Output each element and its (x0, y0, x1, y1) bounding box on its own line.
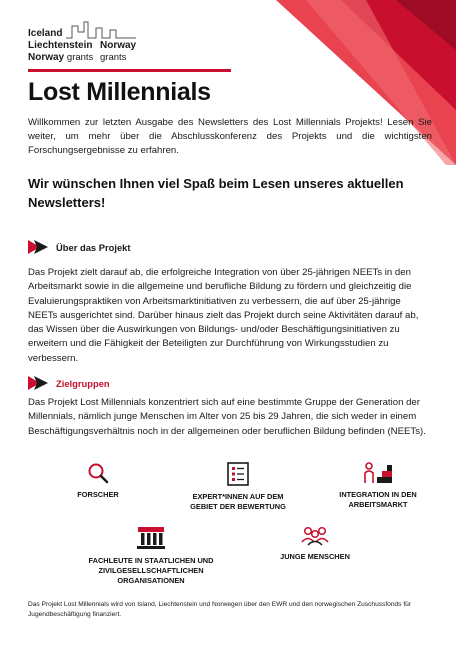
targets-text: Das Projekt Lost Millennials konzentriert sich auf eine bestimmte Gruppe der Generation der Millennials, nämlich junge Menschen im Alter von 25 bis 29 Jahren, die sich weder in einem Beschäftigungsverhältnis noch in der allgemeinen oder beruflichen Bildung befinden (NEETs). (28, 397, 426, 437)
about-text: Das Projekt zielt darauf ab, die erfolgreiche Integration von über 25-jährigen NEETs in den Arbeitsmarkt sowie in die allgemeine und berufliche Bildung zu fördern und gleichzeitig die Evaluierungspraktiken von Arbeitsmarktinitiativen zu verbessern, die auf über 25-jährige NEETs ausgerichtet sind. Darüber hinaus zielt das Projekt durch seine Aktivitäten darauf ab, das Wissen über die Auswirkungen von Bildungs- und/oder Beschäftigungsinitiativen zu erweitern und die Fähigkeit der Beteiligten zur Durchführung von Wirkungsstudien zu verbessern. (28, 267, 419, 364)
section-title-about: Über das Projekt (56, 242, 131, 253)
magnifier-icon (87, 462, 109, 484)
section-title-targets: Zielgruppen (56, 378, 110, 389)
eea-norway-grants-logo (28, 20, 188, 64)
logo-iceland: Iceland (28, 28, 63, 39)
target-evaluation-experts (178, 462, 298, 512)
red-arrow-icon (28, 240, 50, 254)
title-rule (28, 69, 231, 72)
target-young-people (272, 526, 358, 562)
highlight-text: Wir wünschen Ihnen viel Spaß beim Lesen unseres aktuellen Newsletters! (28, 176, 404, 210)
target-label: JUNGE MENSCHEN (280, 552, 350, 561)
logo-grants-right: grants (100, 52, 127, 63)
target-label: FACHLEUTE IN STAATLICHEN UND ZIVILGESELLSCHAFTLICHEN ORGANISATIONEN (88, 556, 214, 585)
target-labour-integration (326, 462, 430, 510)
funding-footer: Das Projekt Lost Millennials wird von Island, Liechtenstein und Norwegen über den EWR und den norwegischen Zuschussfonds für Jugendbeschäftigung finanziert. (28, 601, 412, 618)
page-title: Lost Millennials (28, 78, 211, 106)
people-group-icon (300, 526, 330, 546)
target-label: FORSCHER (77, 490, 119, 499)
target-label: INTEGRATION IN DEN ARBEITSMARKT (339, 490, 417, 509)
red-arrow-icon (28, 376, 50, 390)
logo-grants: grants (66, 52, 94, 63)
logo-norway-right: Norway (100, 40, 137, 51)
target-researchers (58, 462, 138, 500)
checklist-icon (227, 462, 249, 486)
logo-norway: Norway (28, 52, 65, 63)
intro-text: Willkommen zur letzten Ausgabe des Newsletters des Lost Millennials Projekts! Lesen Sie weiter, um mehr über die Abschlusskonferenz des Projekts und die wichtigsten Forschungsergebnisse zu erfahren. (28, 117, 432, 156)
target-professionals (76, 526, 226, 586)
person-stairs-icon (363, 462, 393, 484)
government-building-icon (136, 526, 166, 550)
target-label: EXPERT*INNEN AUF DEM GEBIET DER BEWERTUNG (190, 492, 286, 511)
logo-liechtenstein: Liechtenstein (28, 40, 93, 51)
